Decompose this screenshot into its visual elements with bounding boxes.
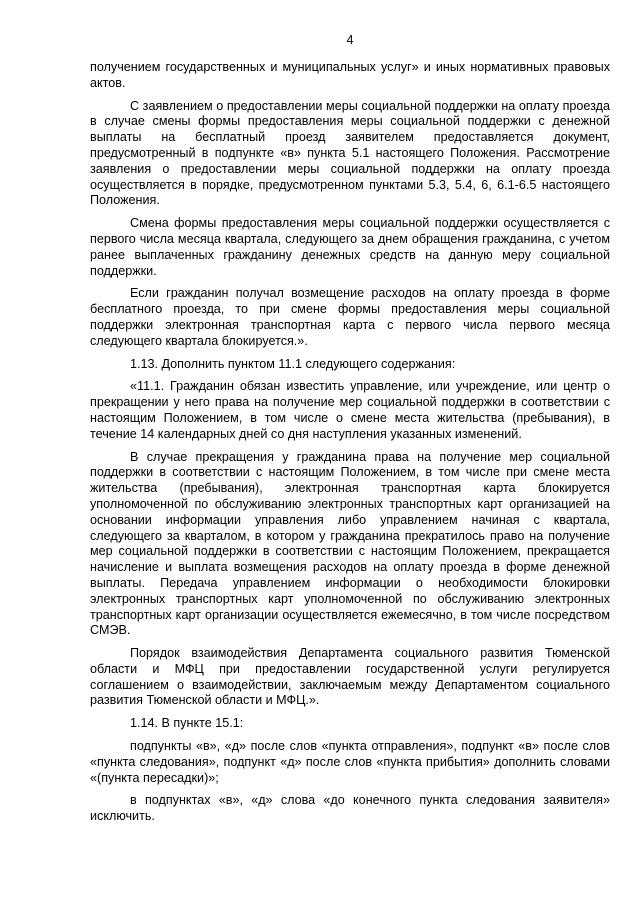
paragraph: 1.14. В пункте 15.1:: [130, 716, 244, 731]
paragraph: С заявлением о предоставлении меры социальной поддержки на оплату проезда в случае смены формы предоставления меры социальной поддержки с денежной выплаты на бесплатный проезд заявителем предоставляется документ, предусмотренный в подпункте «в» пункта 5.1 настоящего Положения. Рассмотрение заявления о предоставлении меры социальной поддержки на оплату проезда осуществляется в порядке, предусмотренном пунктами 5.3, 5.4, 6, 6.1-6.5 настоящего Положения.: [90, 98, 610, 208]
paragraph: в подпунктах «в», «д» слова «до конечного пункта следования заявителя» исключить.: [90, 793, 610, 824]
paragraph: получением государственных и муниципальных услуг» и иных нормативных правовых актов.: [90, 60, 610, 90]
paragraph: 1.13. Дополнить пунктом 11.1 следующего содержания:: [130, 356, 456, 371]
paragraph: Если гражданин получал возмещение расходов на оплату проезда в форме бесплатного проезда, то при смене формы предоставления меры социальной поддержки электронная транспортная карта с первого числа первого месяца следующего квартала блокируется.».: [90, 286, 610, 348]
document-page: [90, 0, 610, 905]
document-body: [90, 60, 610, 832]
paragraph: подпункты «в», «д» после слов «пункта отправления», подпункт «в» после слов «пункта следования», подпункт «д» после слов «пункта прибытия» дополнить словами «(пункта пересадки)»;: [90, 739, 610, 785]
paragraph: Порядок взаимодействия Департамента социального развития Тюменской области и МФЦ при предоставлении государственной услуги регулируется соглашением о взаимодействии, заключаемым между Департаментом социального развития Тюменской области и МФЦ.».: [90, 646, 610, 708]
page-number: 4: [346, 33, 354, 47]
paragraph: В случае прекращения у гражданина права на получение мер социальной поддержки в соответствии с настоящим Положением, в том числе при смене места жительства (пребывания), электронная транспортная карта блокируется уполномоченной по обслуживанию электронных транспортных карт организацией на основании информации управления либо управлением начиная с квартала, следующего за кварталом, в котором у гражданина прекратилось право на получение мер социальной поддержки в соответствии с настоящим Положением, прекращается начисление и выплата возмещения расходов на оплату проезда в форме денежной выплаты. Передача управлением информации о необходимости блокировки электронных транспортных карт уполномоченной по обслуживанию электронных транспортных карт организации осуществляется ежемесячно, в том числе посредством СМЭВ.: [90, 449, 610, 638]
paragraph: «11.1. Гражданин обязан известить управление, или учреждение, или центр о прекращении у него права на получение мер социальной поддержки в соответствии с настоящим Положением, в том числе о смене места жительства (пребывания), в течение 14 календарных дней со дня наступления указанных изменений.: [90, 379, 610, 441]
paragraph: Смена формы предоставления меры социальной поддержки осуществляется с первого числа месяца квартала, следующего за днем обращения гражданина, с учетом ранее выплаченных гражданину денежных средств на данную меру социальной поддержки.: [90, 216, 610, 278]
